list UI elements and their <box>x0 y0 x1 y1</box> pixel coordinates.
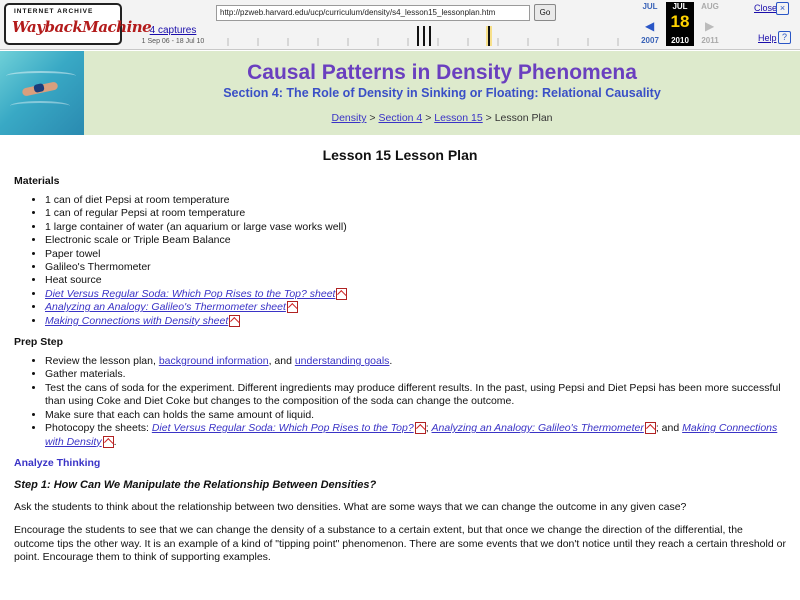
prev-month[interactable]: JUL <box>642 2 658 11</box>
pdf-icon[interactable] <box>645 422 656 434</box>
list-item: • 1 can of regular Pepsi at room temperature <box>45 207 786 220</box>
pdf-icon[interactable] <box>415 422 426 434</box>
page-banner <box>0 51 800 135</box>
breadcrumb-lesson15[interactable]: Lesson 15 <box>434 112 483 124</box>
thermometer-sheet-link[interactable]: Analyzing an Analogy: Galileo's Thermometer <box>431 422 644 435</box>
next-arrow-icon: ▶ <box>705 19 715 33</box>
list-item: • Make sure that each can holds the same amount of liquid. <box>45 409 786 422</box>
pdf-icon[interactable] <box>287 301 298 313</box>
paragraph: Ask the students to think about the relationship between two densities. What are some ways that we can change the outcome in any given case? <box>14 500 687 513</box>
soda-sheet-link[interactable]: Diet Versus Regular Soda: Which Pop Rises to the Top? sheet <box>45 287 336 300</box>
list-item <box>45 288 786 301</box>
text: ; and <box>655 422 683 435</box>
breadcrumb-separator: > <box>485 112 492 124</box>
go-button[interactable]: Go <box>534 4 556 21</box>
soda-sheet-link[interactable]: Diet Versus Regular Soda: Which Pop Rises to the Top? <box>151 422 414 435</box>
breadcrumb-separator: > <box>425 112 432 124</box>
step1-heading: Step 1: How Can We Manipulate the Relationship Between Densities? <box>14 478 377 491</box>
text: . <box>113 435 117 448</box>
breadcrumb-section4[interactable]: Section 4 <box>378 112 423 124</box>
current-day: 18 <box>670 12 690 31</box>
captures-range: 1 Sep 06 - 18 Jul 10 <box>141 38 205 45</box>
breadcrumb <box>84 112 800 124</box>
materials-heading: Materials <box>14 175 60 187</box>
help-link[interactable]: Help <box>758 33 777 43</box>
list-item: • 1 can of diet Pepsi at room temperature <box>45 194 786 207</box>
wayback-toolbar <box>0 0 800 50</box>
close-link[interactable]: Close <box>754 3 778 13</box>
current-month: JUL <box>672 2 688 11</box>
text: ; <box>425 422 432 435</box>
prep-list <box>14 355 786 449</box>
captures-info <box>130 24 216 45</box>
text: Review the lesson plan, <box>45 355 159 368</box>
list-item <box>45 301 786 314</box>
page-title: Lesson 15 Lesson Plan <box>322 147 478 163</box>
wayback-logo[interactable] <box>4 3 152 45</box>
prep-heading: Prep Step <box>14 336 64 349</box>
breadcrumb-separator: > <box>369 112 376 124</box>
pdf-icon[interactable] <box>336 288 347 300</box>
capture-sparkline[interactable] <box>218 26 638 46</box>
close-icon[interactable]: × <box>776 2 789 15</box>
list-item <box>45 315 786 328</box>
text: , and <box>268 355 295 368</box>
help-icon[interactable]: ? <box>778 31 791 44</box>
density-sheet-link[interactable]: Making Connections with Density <box>45 422 778 448</box>
current-year: 2010 <box>671 36 689 45</box>
logo-top-text: INTERNET ARCHIVE <box>14 8 94 15</box>
section-subtitle: Section 4: The Role of Density in Sinking or Floating: Relational Causality <box>223 86 661 100</box>
paragraph: Encourage the students to see that we can change the density of a substance to a certain extent, but that once we change the direction of the differential, the outcome tips the other way. It is an example of a kind of "tipping point" phenomenon. There are some events that we don't notice until they reach a certain threshold or point. Encourage them to think of supporting examples. <box>14 524 786 564</box>
next-year: 2011 <box>701 36 719 45</box>
background-info-link[interactable]: background information <box>158 355 269 368</box>
text: Photocopy the sheets: <box>45 422 152 435</box>
pdf-icon[interactable] <box>229 315 240 327</box>
prev-year[interactable]: 2007 <box>641 36 659 45</box>
list-item: • Electronic scale or Triple Beam Balance <box>45 234 786 247</box>
list-item <box>45 355 786 368</box>
list-item: • Gather materials. <box>45 368 786 381</box>
url-input[interactable]: http://pzweb.harvard.edu/ucp/curriculum/density/s4_lesson15_lessonplan.htm <box>216 5 530 21</box>
understanding-goals-link[interactable]: understanding goals <box>294 355 390 368</box>
captures-link[interactable]: 4 captures <box>149 25 197 36</box>
list-item: • Paper towel <box>45 248 786 261</box>
list-item <box>45 422 786 449</box>
logo-main-text: WaybackMachine <box>12 18 152 36</box>
density-sheet-link[interactable]: Making Connections with Density sheet <box>45 314 229 327</box>
pdf-icon[interactable] <box>103 436 114 448</box>
thermometer-sheet-link[interactable]: Analyzing an Analogy: Galileo's Thermometer sheet <box>45 301 286 314</box>
list-item: • Heat source <box>45 274 786 287</box>
text: . <box>389 355 393 368</box>
prev-arrow-icon[interactable]: ◀ <box>645 19 655 33</box>
main-content <box>0 135 800 575</box>
list-item: • Test the cans of soda for the experiment. Different ingredients may produce different results. In the past, using Pepsi and Diet Pepsi has been more successful than using Coke and Diet Coke but changes to the composition of the soda can change the outcome. <box>45 382 786 409</box>
calendar-nav <box>636 2 732 46</box>
swimmer-photo <box>0 51 84 135</box>
breadcrumb-density[interactable]: Density <box>331 112 367 124</box>
next-month: AUG <box>701 2 719 11</box>
breadcrumb-current: Lesson Plan <box>494 112 553 124</box>
site-title: Causal Patterns in Density Phenomena <box>247 61 637 84</box>
list-item: • 1 large container of water (an aquarium or large vase works well) <box>45 221 786 234</box>
list-item: • Galileo's Thermometer <box>45 261 786 274</box>
analyze-thinking-heading: Analyze Thinking <box>14 456 101 469</box>
materials-list <box>14 194 786 328</box>
